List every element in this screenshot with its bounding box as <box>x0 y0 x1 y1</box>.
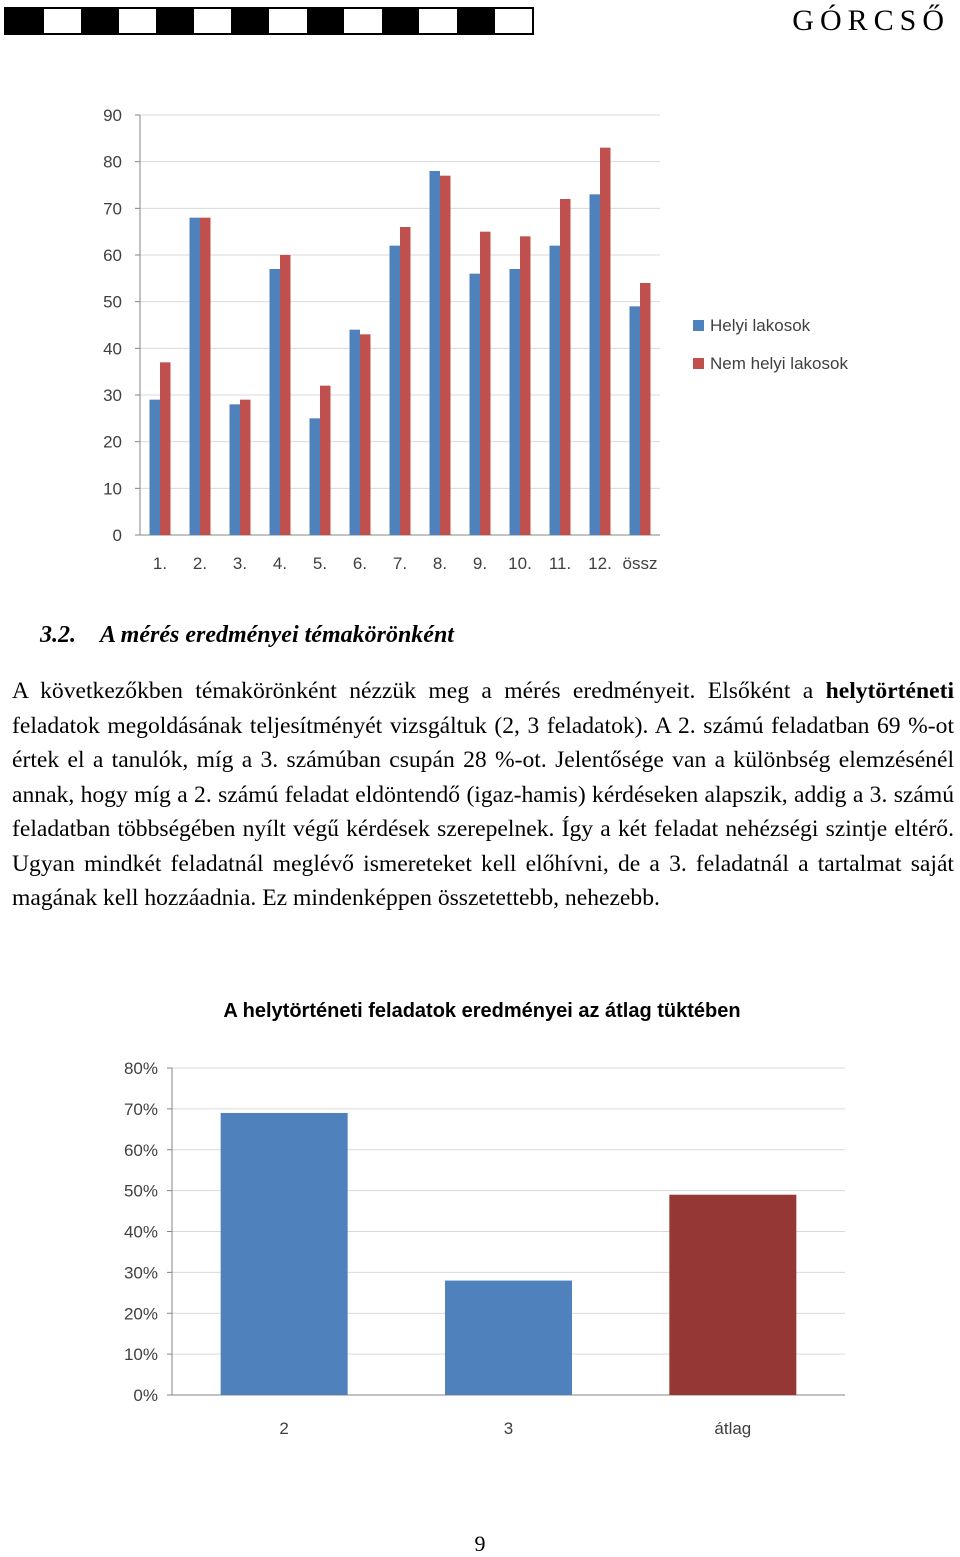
x-tick-label: 3. <box>232 554 248 573</box>
y-tick-label: 80% <box>123 1059 158 1078</box>
legend-swatch <box>693 358 704 369</box>
bar-nem-helyi <box>400 227 411 535</box>
x-tick-label: 4. <box>272 554 288 573</box>
bar-átlag <box>669 1195 796 1395</box>
x-tick-label: 8. <box>432 554 448 573</box>
bar-nem-helyi <box>520 236 531 535</box>
section-title: A mérés eredményei témakörönként <box>100 622 454 648</box>
bar-nem-helyi <box>440 176 451 535</box>
body-paragraph <box>12 674 954 916</box>
bar-helyi <box>230 404 241 535</box>
y-tick-label: 40 <box>103 339 122 359</box>
bar-helyi <box>430 171 441 535</box>
bar-2 <box>221 1113 348 1395</box>
bar-nem-helyi <box>640 283 651 535</box>
section-heading <box>40 622 454 649</box>
bar-helyi <box>270 269 281 535</box>
y-tick-label: 40% <box>123 1222 158 1242</box>
bar-helyi <box>310 418 321 535</box>
bar-helyi <box>590 194 601 535</box>
y-tick-label: 10 <box>103 479 122 499</box>
y-tick-label: 30 <box>103 386 122 405</box>
y-tick-label: 30% <box>123 1263 158 1283</box>
bar-helyi <box>150 400 161 535</box>
x-tick-label: 6. <box>352 554 368 573</box>
paragraph-bold-term: helytörténeti <box>825 678 954 704</box>
y-tick-label: 0% <box>133 1386 158 1405</box>
bar-nem-helyi <box>480 232 491 535</box>
bar-3 <box>445 1281 572 1395</box>
x-tick-label: 9. <box>472 554 488 573</box>
y-tick-label: 20 <box>103 432 122 452</box>
x-tick-label: össz <box>622 554 658 573</box>
bar-nem-helyi <box>560 199 571 535</box>
y-tick-label: 60 <box>103 246 122 265</box>
y-tick-label: 60% <box>123 1140 158 1160</box>
section-number: 3.2. <box>40 622 76 648</box>
legend-label: Nem helyi lakosok <box>710 354 848 373</box>
bar-helyi <box>630 306 641 535</box>
bar-nem-helyi <box>160 362 171 535</box>
bar-nem-helyi <box>240 400 251 535</box>
y-tick-label: 70% <box>123 1099 158 1119</box>
page-number: 9 <box>474 1531 486 1556</box>
grouped-bar-chart <box>90 95 890 585</box>
x-tick-label: 10. <box>508 554 532 573</box>
paragraph-text-part1: A következőkben témakörönként nézzük meg a mérés eredményeit. Elsőként a <box>12 678 826 704</box>
bar-nem-helyi <box>360 334 371 535</box>
legend-label: Helyi lakosok <box>710 316 811 335</box>
y-tick-label: 90 <box>103 106 122 125</box>
x-tick-label: 11. <box>548 554 572 573</box>
x-tick-label: 3 <box>503 1419 514 1438</box>
bar-helyi <box>470 274 481 535</box>
x-tick-label: 1. <box>152 554 168 573</box>
bar-nem-helyi <box>320 386 331 535</box>
x-tick-label: 12. <box>588 554 612 573</box>
chart-title: A helytörténeti feladatok eredményei az átlag tüktében <box>223 1000 741 1022</box>
y-tick-label: 10% <box>123 1345 158 1365</box>
bar-helyi <box>510 269 521 535</box>
bar-helyi <box>550 246 561 535</box>
bar-helyi <box>190 218 201 535</box>
journal-title: GÓRCSŐ <box>792 4 950 37</box>
y-tick-label: 50% <box>123 1181 158 1201</box>
x-tick-label: 5. <box>312 554 328 573</box>
legend-swatch <box>693 320 704 331</box>
bar-helyi <box>390 246 401 535</box>
y-tick-label: 80 <box>103 152 122 172</box>
paragraph-text-part2: feladatok megoldásának teljesítményét vizsgáltuk (2, 3 feladatok). A 2. számú feladatban 69 %-ot értek el a tanulók, míg a 3. számúban csupán 28 %-ot. Jelentősége van a különbség elemzésénél annak, hogy míg a 2. számú feladat eldöntendő (igaz-hamis) kérdéseken alapszik, addig a 3. számú feladatban többségében nyílt végű kérdések szerepelnek. Így a két feladat nehézségi szintje eltérő. Ugyan mindkét feladatnál meglévő ismereteket kell előhívni, de a 3. feladatnál a tartalmat saját magának kell hozzáadnia. Ez mindenképpen összetettebb, nehezebb. <box>12 712 954 911</box>
bar-helyi <box>350 330 361 535</box>
average-bar-chart <box>100 990 870 1465</box>
y-tick-label: 20% <box>123 1304 158 1324</box>
bar-nem-helyi <box>280 255 291 535</box>
header-decorative-bar <box>4 7 534 35</box>
x-tick-label: átlag <box>714 1419 752 1438</box>
bar-nem-helyi <box>200 218 211 535</box>
y-tick-label: 70 <box>103 199 122 219</box>
y-tick-label: 50 <box>103 292 122 312</box>
y-tick-label: 0 <box>112 526 122 545</box>
bar-nem-helyi <box>600 148 611 535</box>
x-tick-label: 7. <box>392 554 408 573</box>
x-tick-label: 2. <box>192 554 208 573</box>
x-tick-label: 2 <box>279 1419 289 1438</box>
